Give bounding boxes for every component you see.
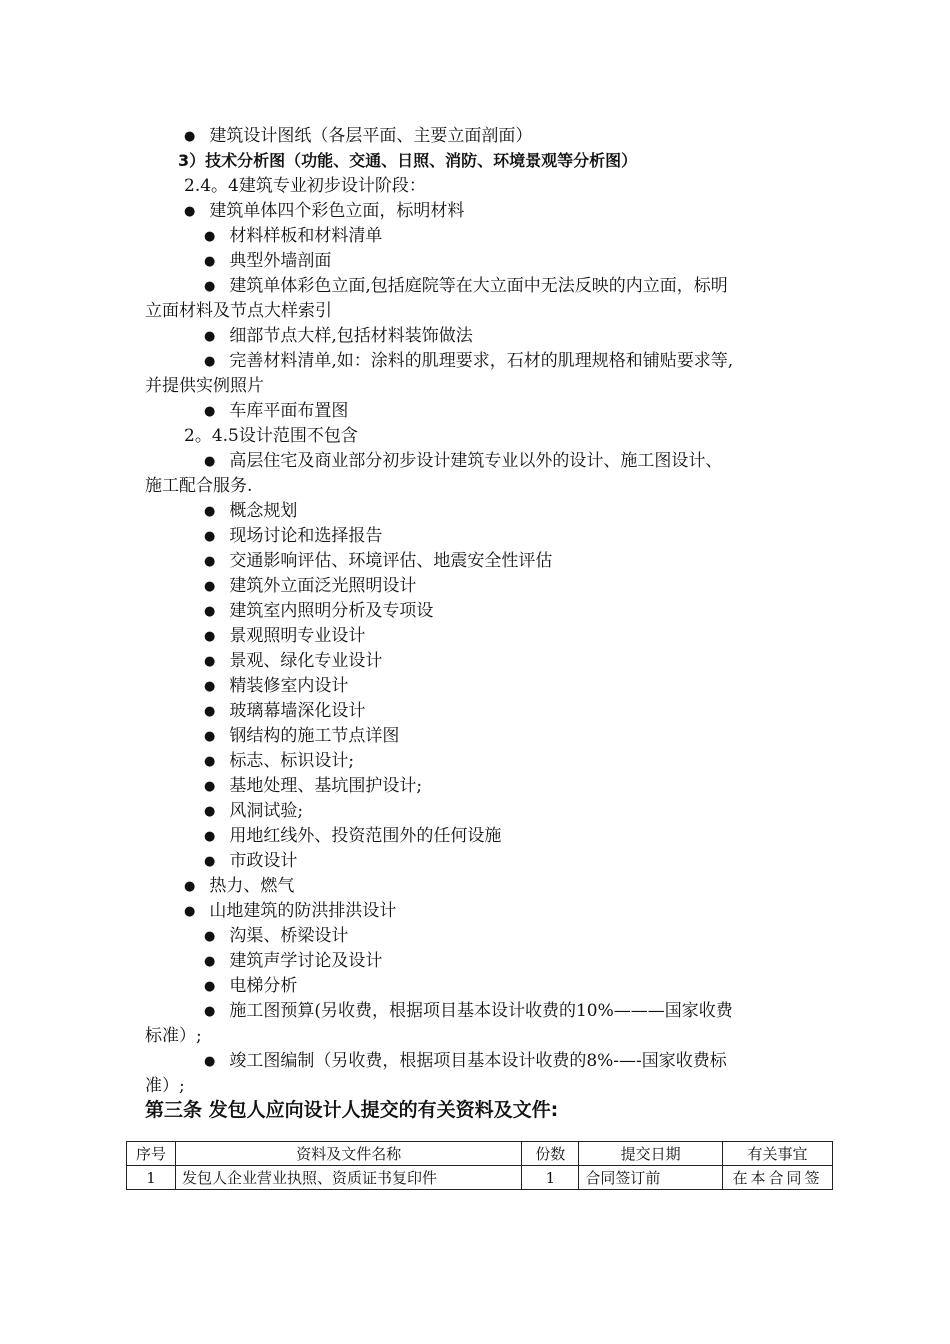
- bullet-text: 建筑单体彩色立面,包括庭院等在大立面中无法反映的内立面，标明: [229, 276, 728, 296]
- bullet-text: 景观照明专业设计: [229, 626, 366, 646]
- bullet-item: [204, 999, 733, 1025]
- continuation-line: 标准）;: [145, 1026, 202, 1046]
- documents-table: [126, 1141, 833, 1190]
- bullet-text: 基地处理、基坑围护设计;: [229, 776, 423, 796]
- table-header-cell: 提交日期: [579, 1142, 723, 1166]
- bullet-text: 施工图预算(另收费，根据项目基本设计收费的10%———国家收费: [229, 1001, 733, 1021]
- continuation-line: 立面材料及节点大样索引: [145, 301, 332, 321]
- bullet-item: [204, 799, 303, 825]
- bullet-text: 沟渠、桥梁设计: [229, 926, 349, 946]
- table-cell: 合同签订前: [579, 1166, 723, 1190]
- bullet-text: 建筑设计图纸（各层平面、主要立面剖面）: [209, 126, 533, 146]
- table-header-cell: 资料及文件名称: [175, 1142, 522, 1166]
- bullet-text: 建筑室内照明分析及专项设: [229, 601, 434, 621]
- bullet-text: 概念规划: [229, 501, 298, 521]
- table-header-cell: 份数: [522, 1142, 579, 1166]
- bullet-item: [204, 249, 331, 275]
- section-subheading: 3）技术分析图（功能、交通、日照、消防、环境景观等分析图）: [178, 151, 638, 170]
- bullet-text: 建筑声学讨论及设计: [229, 951, 383, 971]
- bullet-item: [204, 774, 422, 800]
- bullet-text: 玻璃幕墙深化设计: [229, 701, 366, 721]
- article-heading: 第三条 发包人应向设计人提交的有关资料及文件:: [145, 1099, 559, 1121]
- table-header-row: [127, 1142, 833, 1166]
- bullet-text: 山地建筑的防洪排洪设计: [209, 901, 397, 921]
- bullet-item: [204, 224, 382, 250]
- bullet-item: [204, 524, 382, 550]
- bullet-item: [204, 849, 297, 875]
- section-number-line: 2.4。4建筑专业初步设计阶段：: [184, 176, 426, 196]
- bullet-item: [184, 124, 532, 150]
- bullet-item: [204, 824, 501, 850]
- bullet-text: 钢结构的施工节点详图: [229, 726, 400, 746]
- bullet-item: [204, 674, 348, 700]
- bullet-item: [204, 449, 722, 475]
- bullet-item: [184, 874, 294, 900]
- table-cell: 1: [127, 1166, 176, 1190]
- table-cell: 在本合同签: [723, 1166, 833, 1190]
- bullet-item: [184, 899, 396, 925]
- bullet-item: [204, 924, 348, 950]
- continuation-line: 准）;: [145, 1076, 185, 1096]
- bullet-item: [204, 649, 382, 675]
- bullet-item: [204, 274, 728, 300]
- bullet-text: 市政设计: [229, 851, 298, 871]
- bullet-text: 标志、标识设计;: [229, 751, 355, 771]
- bullet-item: [204, 349, 733, 375]
- bullet-text: 电梯分析: [229, 976, 298, 996]
- continuation-line: 并提供实例照片: [145, 376, 264, 396]
- bullet-item: [204, 749, 354, 775]
- bullet-text: 用地红线外、投资范围外的任何设施: [229, 826, 502, 846]
- bullet-text: 高层住宅及商业部分初步设计建筑专业以外的设计、施工图设计、: [229, 451, 723, 471]
- bullet-text: 精装修室内设计: [229, 676, 349, 696]
- table-cell: 发包人企业营业执照、资质证书复印件: [175, 1166, 522, 1190]
- bullet-item: [184, 199, 464, 225]
- bullet-item: [204, 699, 365, 725]
- bullet-item: [204, 599, 433, 625]
- bullet-text: 竣工图编制（另收费，根据项目基本设计收费的8%-—-国家收费标: [229, 1051, 727, 1071]
- table-cell: 1: [522, 1166, 579, 1190]
- bullet-item: [204, 1049, 727, 1075]
- bullet-item: [204, 624, 365, 650]
- bullet-text: 车库平面布置图: [229, 401, 349, 421]
- bullet-item: [204, 949, 382, 975]
- bullet-text: 细部节点大样,包括材料装饰做法: [229, 326, 473, 346]
- bullet-text: 风洞试验;: [229, 801, 304, 821]
- bullet-text: 建筑单体四个彩色立面，标明材料: [209, 201, 465, 221]
- bullet-item: [204, 499, 297, 525]
- bullet-text: 现场讨论和选择报告: [229, 526, 383, 546]
- bullet-item: [204, 974, 297, 1000]
- bullet-text: 完善材料清单,如：涂料的肌理要求，石材的肌理规格和铺贴要求等,: [229, 351, 734, 371]
- bullet-item: [204, 399, 348, 425]
- bullet-text: 典型外墙剖面: [229, 251, 332, 271]
- section-number-line: 2。4.5设计范围不包含: [184, 426, 358, 446]
- bullet-text: 材料样板和材料清单: [229, 226, 383, 246]
- bullet-text: 交通影响评估、环境评估、地震安全性评估: [229, 551, 553, 571]
- table-header-cell: 序号: [127, 1142, 176, 1166]
- bullet-item: [204, 724, 399, 750]
- continuation-line: 施工配合服务.: [145, 476, 253, 496]
- table-header-cell: 有关事宜: [723, 1142, 833, 1166]
- bullet-item: [204, 574, 416, 600]
- bullet-text: 景观、绿化专业设计: [229, 651, 383, 671]
- table-row: [127, 1166, 833, 1190]
- bullet-text: 热力、燃气: [209, 876, 295, 896]
- bullet-item: [204, 549, 552, 575]
- bullet-item: [204, 324, 473, 350]
- bullet-text: 建筑外立面泛光照明设计: [229, 576, 417, 596]
